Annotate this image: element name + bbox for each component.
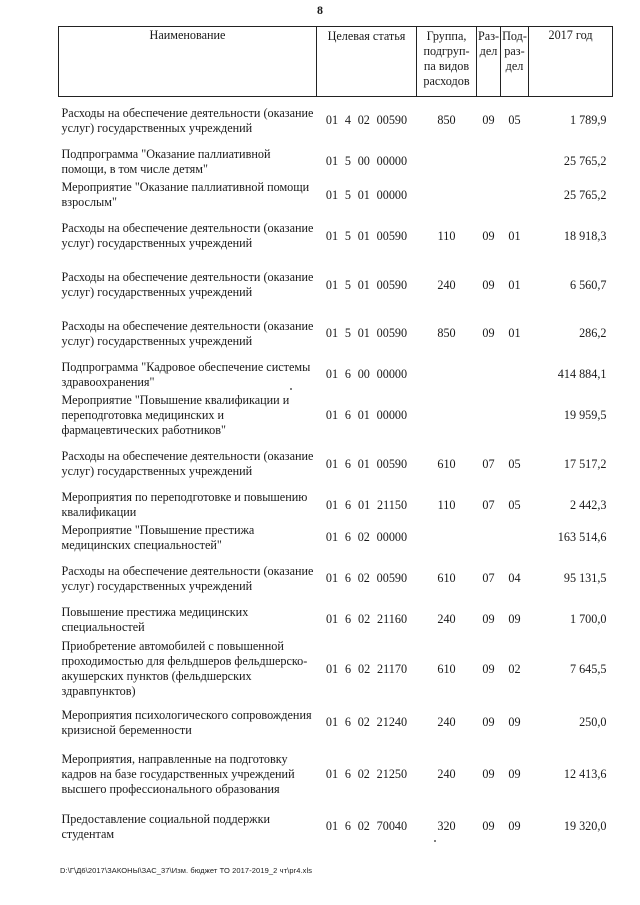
table-row bbox=[59, 97, 613, 145]
row-section: 09 bbox=[482, 228, 495, 243]
row-target-article: 01 6 02 21160 bbox=[325, 612, 408, 626]
row-group: 110 bbox=[437, 228, 456, 243]
row-subsection: 05 bbox=[508, 113, 521, 128]
row-subsection: 02 bbox=[508, 661, 521, 676]
row-amount: 414 884,1 bbox=[557, 367, 607, 381]
row-target-article: 01 6 02 00000 bbox=[325, 530, 408, 544]
row-subsection bbox=[501, 392, 529, 440]
table-row bbox=[59, 807, 613, 847]
row-name: Расходы на обеспечение деятельности (оказание услуг) государственных учреждений bbox=[61, 563, 314, 593]
row-subsection: 01 bbox=[508, 326, 521, 340]
row-name: Мероприятие "Повышение престижа медицинских специальностей" bbox=[61, 522, 255, 552]
row-amount: 18 918,3 bbox=[563, 228, 607, 243]
row-name: Мероприятие "Оказание паллиативной помощи взрослым" bbox=[61, 180, 310, 209]
row-section: 09 bbox=[482, 113, 495, 128]
row-target-article: 01 6 02 21240 bbox=[325, 715, 408, 729]
row-name: Расходы на обеспечение деятельности (оказание услуг) государственных учреждений bbox=[61, 105, 314, 135]
table-row bbox=[59, 145, 613, 179]
row-subsection bbox=[501, 179, 529, 212]
row-group: 110 bbox=[437, 497, 456, 512]
row-name: Мероприятие "Повышение квалификации и переподготовка медицинских и фармацевтических работников" bbox=[61, 393, 290, 437]
row-amount: 1 789,9 bbox=[569, 113, 607, 128]
row-target-article: 01 5 01 00590 bbox=[325, 277, 408, 292]
row-subsection bbox=[501, 522, 529, 554]
row-amount: 7 645,5 bbox=[569, 661, 607, 676]
header-row bbox=[59, 27, 613, 97]
table-row bbox=[59, 179, 613, 212]
row-subsection: 09 bbox=[508, 715, 521, 729]
row-amount: 25 765,2 bbox=[563, 187, 607, 202]
row-group: 240 bbox=[437, 767, 456, 781]
row-name: Повышение престижа медицинских специальностей bbox=[61, 604, 249, 634]
header-name: Наименование bbox=[59, 27, 317, 97]
row-name: Предоставление социальной поддержки студентам bbox=[61, 811, 271, 841]
row-group: 240 bbox=[437, 612, 456, 626]
row-group: 850 bbox=[437, 326, 456, 340]
row-target-article: 01 4 02 00590 bbox=[325, 113, 408, 128]
row-subsection: 01 bbox=[508, 228, 521, 243]
row-name: Расходы на обеспечение деятельности (оказание услуг) государственных учреждений bbox=[61, 221, 314, 250]
row-section: 09 bbox=[482, 661, 495, 676]
row-target-article: 01 6 02 21170 bbox=[325, 661, 408, 676]
row-group: 610 bbox=[437, 571, 456, 585]
row-amount: 19 959,5 bbox=[563, 408, 607, 422]
row-group: 850 bbox=[437, 113, 456, 128]
row-group bbox=[417, 522, 477, 554]
row-amount: 25 765,2 bbox=[563, 154, 607, 168]
header-year: 2017 год bbox=[529, 27, 613, 97]
row-subsection bbox=[501, 358, 529, 392]
table-row bbox=[59, 743, 613, 807]
header-subsection: Под- раз- дел bbox=[501, 27, 529, 97]
row-target-article: 01 6 00 00000 bbox=[325, 367, 408, 381]
row-target-article: 01 5 01 00590 bbox=[325, 326, 408, 340]
row-target-article: 01 5 01 00590 bbox=[325, 228, 408, 243]
header-section: Раз- дел bbox=[477, 27, 501, 97]
row-target-article: 01 5 01 00000 bbox=[325, 187, 408, 202]
row-name: Приобретение автомобилей с повышенной проходимостью для фельдшеров фельдшерско-акушерских пунктов (фельдшерских здравпунктов) bbox=[61, 639, 308, 698]
row-group bbox=[417, 145, 477, 179]
row-group: 610 bbox=[437, 456, 456, 471]
row-group bbox=[417, 179, 477, 212]
row-amount: 1 700,0 bbox=[569, 612, 607, 626]
row-section: 09 bbox=[482, 277, 495, 292]
header-target-article: Целевая статья bbox=[317, 27, 417, 97]
row-section bbox=[477, 145, 501, 179]
row-group bbox=[417, 392, 477, 440]
row-group: 320 bbox=[437, 819, 456, 833]
row-amount: 2 442,3 bbox=[569, 497, 607, 512]
row-section bbox=[477, 522, 501, 554]
table-row bbox=[59, 358, 613, 392]
row-subsection: 09 bbox=[508, 612, 521, 626]
row-section: 09 bbox=[482, 715, 495, 729]
row-amount: 250,0 bbox=[579, 715, 607, 729]
row-subsection: 09 bbox=[508, 819, 521, 833]
budget-table bbox=[58, 26, 613, 847]
row-amount: 6 560,7 bbox=[569, 277, 607, 292]
table-row bbox=[59, 703, 613, 743]
scan-speck bbox=[290, 388, 292, 390]
table-row bbox=[59, 212, 613, 261]
row-subsection: 04 bbox=[508, 571, 521, 585]
row-section: 09 bbox=[482, 819, 495, 833]
table-row bbox=[59, 440, 613, 489]
row-amount: 12 413,6 bbox=[563, 767, 607, 781]
row-section: 09 bbox=[482, 612, 495, 626]
row-name: Мероприятия, направленные на подготовку кадров на базе государственных учреждений высшего профессионального образования bbox=[61, 752, 295, 796]
row-subsection: 05 bbox=[508, 497, 521, 512]
row-group bbox=[417, 358, 477, 392]
file-path-footer: D:\Г\Д6\2017\ЗАКОНЫ\ЗАС_37\Изм. бюджет ТО 2017-2019_2 чт\pr4.xls bbox=[60, 866, 313, 875]
table-row bbox=[59, 310, 613, 358]
row-amount: 163 514,6 bbox=[557, 530, 607, 544]
table-row bbox=[59, 261, 613, 310]
row-section: 09 bbox=[482, 326, 495, 340]
table-row bbox=[59, 636, 613, 703]
row-target-article: 01 6 01 00000 bbox=[325, 408, 408, 422]
table-row bbox=[59, 604, 613, 636]
table-row bbox=[59, 554, 613, 604]
row-amount: 95 131,5 bbox=[563, 571, 607, 585]
row-section bbox=[477, 392, 501, 440]
row-name: Мероприятия по переподготовке и повышению квалификации bbox=[61, 490, 308, 519]
row-target-article: 01 6 02 70040 bbox=[325, 819, 408, 833]
row-target-article: 01 5 00 00000 bbox=[325, 154, 408, 168]
table-row bbox=[59, 489, 613, 522]
row-target-article: 01 6 01 21150 bbox=[325, 497, 408, 512]
row-subsection bbox=[501, 145, 529, 179]
row-name: Подпрограмма "Оказание паллиативной помощи, в том числе детям" bbox=[61, 146, 271, 176]
scan-speck bbox=[434, 840, 436, 842]
table-row bbox=[59, 522, 613, 554]
row-subsection: 09 bbox=[508, 767, 521, 781]
row-name: Расходы на обеспечение деятельности (оказание услуг) государственных учреждений bbox=[61, 318, 314, 348]
row-name: Подпрограмма "Кадровое обеспечение системы здравоохранения" bbox=[61, 359, 311, 389]
row-group: 240 bbox=[437, 277, 456, 292]
row-amount: 286,2 bbox=[579, 326, 607, 340]
row-amount: 19 320,0 bbox=[563, 819, 607, 833]
header-group: Группа, подгруп- па видов расходов bbox=[417, 27, 477, 97]
row-group: 610 bbox=[437, 661, 456, 676]
row-target-article: 01 6 02 21250 bbox=[325, 767, 408, 781]
row-name: Расходы на обеспечение деятельности (оказание услуг) государственных учреждений bbox=[61, 449, 314, 478]
row-section: 07 bbox=[482, 456, 495, 471]
row-group: 240 bbox=[437, 715, 456, 729]
table-row bbox=[59, 392, 613, 440]
row-section bbox=[477, 358, 501, 392]
row-name: Расходы на обеспечение деятельности (оказание услуг) государственных учреждений bbox=[61, 270, 314, 299]
row-section: 09 bbox=[482, 767, 495, 781]
row-subsection: 05 bbox=[508, 456, 521, 471]
row-target-article: 01 6 01 00590 bbox=[325, 456, 408, 471]
row-subsection: 01 bbox=[508, 277, 521, 292]
row-section: 07 bbox=[482, 497, 495, 512]
row-amount: 17 517,2 bbox=[563, 456, 607, 471]
row-target-article: 01 6 02 00590 bbox=[325, 571, 408, 585]
page-number: 8 bbox=[317, 3, 323, 17]
row-name: Мероприятия психологического сопровождения кризисной беременности bbox=[61, 707, 312, 737]
row-section bbox=[477, 179, 501, 212]
row-section: 07 bbox=[482, 571, 495, 585]
